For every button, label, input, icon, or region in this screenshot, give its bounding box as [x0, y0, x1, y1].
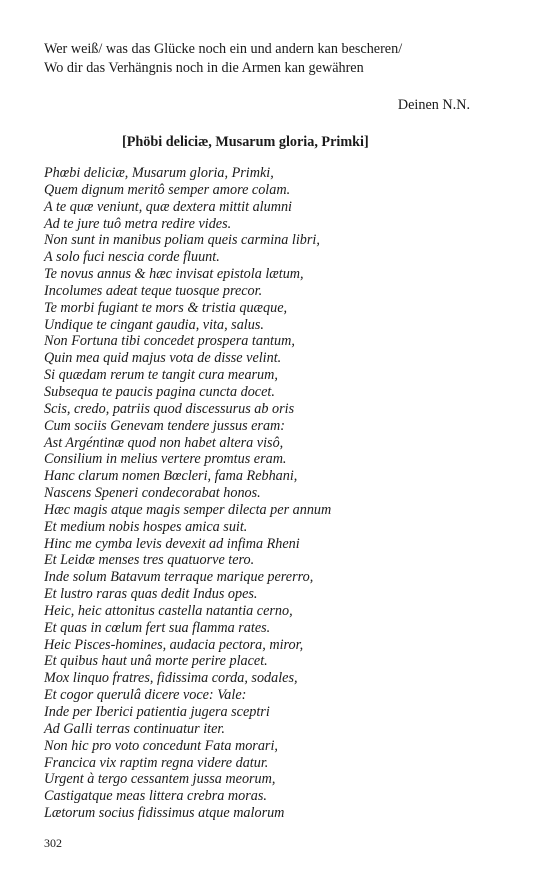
poem-line: Incolumes adeat teque tuosque precor. — [44, 282, 263, 299]
poem-line: Et medium nobis hospes amica suit. — [44, 518, 248, 535]
poem-line: Scis, credo, patriis quod discessurus ab oris — [44, 400, 295, 417]
poem-line: Te novus annus & hæc invisat epistola lætum, — [44, 266, 304, 283]
poem-line: Urgent à tergo cessantem jussa meorum, — [44, 771, 276, 788]
page-number: 302 — [44, 836, 62, 850]
poem-line: Inde per Iberici patientia jugera sceptri — [44, 704, 270, 720]
poem-line: Lætorum socius fidissimus atque malorum — [44, 805, 285, 822]
poem-body — [44, 165, 484, 822]
poem-line: Nascens Speneri condecorabat honos. — [44, 485, 261, 502]
poem-line: Heic, heic attonitus castella natantia cerno, — [44, 602, 293, 619]
poem-line: Phœbi deliciæ, Musarum gloria, Primki, — [44, 165, 274, 181]
poem-line: Quin mea quid majus vota de disse velint. — [44, 350, 282, 367]
poem-line: Te morbi fugiant te mors & tristia quæque, — [44, 299, 288, 316]
poem-line: Mox linquo fratres, fidissima corda, sodales, — [44, 670, 298, 687]
poem-line: Cum sociis Genevam tendere jussus eram: — [44, 417, 286, 434]
intro-verse — [44, 40, 484, 78]
poem-line: Consilium in melius vertere promtus eram. — [44, 451, 287, 468]
poem-line: Et Leidæ menses tres quatuorve tero. — [44, 552, 255, 569]
poem-line: Non Fortuna tibi concedet prospera tantum, — [44, 333, 295, 350]
poem-line: Castigatque meas littera crebra moras. — [44, 788, 267, 805]
poem-line: Subsequa te paucis pagina cuncta docet. — [44, 383, 275, 400]
poem-line: Et quas in cœlum fert sua flamma rates. — [44, 619, 271, 636]
poem-line: Hæc magis atque magis semper dilecta per annum — [44, 501, 332, 518]
poem-line: Et lustro raras quas dedit Indus opes. — [44, 586, 258, 603]
poem-line: Francica vix raptim regna videre datur. — [44, 754, 269, 771]
poem-line: Ast Argéntinæ quod non habet altera visô, — [44, 434, 284, 451]
poem-line: Heic Pisces-homines, audacia pectora, miror, — [44, 636, 304, 653]
poem-line: Et cogor querulâ dicere voce: Vale: — [44, 687, 247, 704]
intro-line-1: Wer weiß/ was das Glücke noch ein und andern kan bescheren/ — [44, 41, 403, 57]
poem-heading: [Phöbi deliciæ, Musarum gloria, Primki] — [122, 134, 369, 150]
poem-line: A solo fuci nescia corde fluunt. — [44, 249, 220, 266]
poem-line: Ad te jure tuô metra redire vides. — [44, 215, 232, 232]
poem-line: Non sunt in manibus poliam queis carmina libri, — [44, 232, 320, 249]
poem-line: Inde solum Batavum terraque marique pererro, — [44, 569, 314, 586]
poem-line: Hanc clarum nomen Bœcleri, fama Rebhani, — [44, 468, 298, 485]
poem-line: Hinc me cymba levis devexit ad infima Rheni — [44, 535, 300, 552]
poem-line: Undique te cingant gaudia, vita, salus. — [44, 316, 264, 333]
poem-line: Non hic pro voto concedunt Fata morari, — [44, 737, 278, 754]
document-page — [44, 40, 484, 822]
intro-line-2: Wo dir das Verhängnis noch in die Armen kan gewähren — [44, 60, 364, 76]
poem-line: Si quædam rerum te tangit cura mearum, — [44, 367, 278, 384]
signature: Deinen N.N. — [397, 97, 470, 113]
poem-line: Quem dignum meritô semper amore colam. — [44, 181, 291, 198]
poem-line: Ad Galli terras continuatur iter. — [44, 720, 225, 737]
poem-line: A te quæ veniunt, quæ dextera mittit alumni — [44, 198, 292, 215]
poem-line: Et quibus haut unâ morte perire placet. — [44, 653, 268, 670]
